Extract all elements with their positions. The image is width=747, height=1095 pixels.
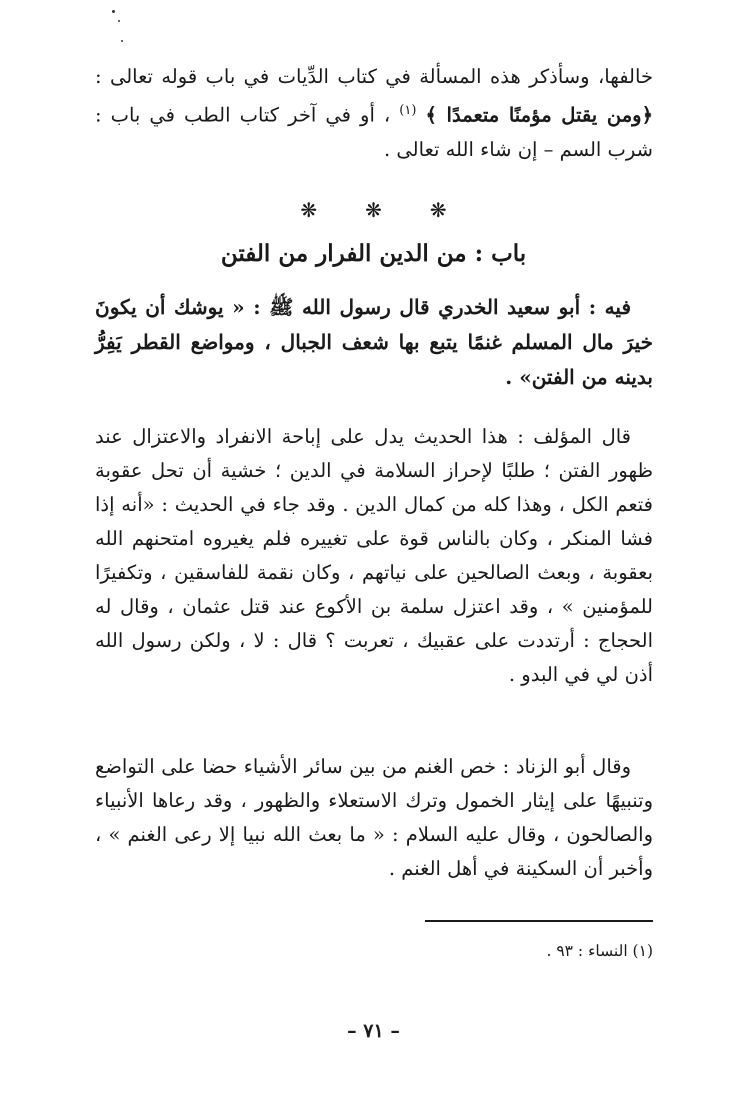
continuation-text: خالفها، وسأذكر هذه المسألة في كتاب الدِّيات في باب قوله تعالى : [95, 65, 653, 88]
ornament-star: ❋ [429, 198, 447, 222]
footnote-divider [425, 920, 653, 922]
page-number: – ٧١ – [347, 1020, 400, 1042]
chapter-heading: باب : من الدين الفرار من الفتن [220, 240, 527, 267]
section-separator [0, 198, 747, 222]
commentary-paragraph [95, 420, 653, 692]
ornament-star: ❋ [365, 198, 382, 222]
footnote-reference[interactable]: (١) [399, 103, 417, 118]
hadith-paragraph [95, 290, 653, 395]
footnote: (١) النساء : ٩٣ . [546, 942, 653, 960]
quran-quote: ﴿ومن يقتل مؤمنًا متعمدًا ﴾ [425, 103, 654, 127]
abu-zinad-paragraph [95, 750, 653, 886]
abu-zinad-text: وقال أبو الزناد : خص الغنم من بين سائر الأشياء حضا على التواضع وتنبيهًا على إيثار الخمول وترك الاستعلاء والظهور ، وقد رعاها الأنبياء والصالحون ، وقال عليه السلام : « ما بعث الله نبيا إلا رعى الغنم » ، وأخبر أن السكينة في أهل الغنم . [95, 755, 653, 880]
ornament-star: ❋ [300, 198, 318, 222]
scan-speck [118, 20, 120, 22]
continuation-text-end: ، أو في آخر كتاب الطب في باب : شرب السم – إن شاء الله تعالى . [95, 103, 653, 161]
commentary-text: قال المؤلف : هذا الحديث يدل على إباحة الانفراد والاعتزال عند ظهور الفتن ؛ طلبًا لإحراز السلامة في الدين ؛ خشية أن تحل عقوبة فتعم الكل ، وهذا كله من كمال الدين . وقد جاء في الحديث : «أنه إذا فشا المنكر ، وكان بالناس قوة على تغييره فلم يغيروه امتحنهم الله بعقوبة ، وبعث الصالحين على نياتهم ، وكان نقمة للفاسقين ، وتكفيرًا للمؤمنين » ، وقد اعتزل سلمة بن الأكوع عند قتل عثمان ، وقال له الحجاج : أرتددت على عقبيك ، تعربت ؟ قال : لا ، ولكن رسول الله أذن لي في البدو . [95, 425, 653, 686]
hadith-text: فيه : أبو سعيد الخدري قال رسول الله ﷺ : « يوشك أن يكونَ خيرَ مال المسلم غنمًا يتبع بها شعف الجبال ، ومواضع القطر يَفِرُّ بدينه من الفتن» . [95, 295, 653, 389]
scan-speck [112, 10, 115, 13]
scan-speck [121, 40, 123, 42]
continuation-paragraph [95, 60, 653, 167]
